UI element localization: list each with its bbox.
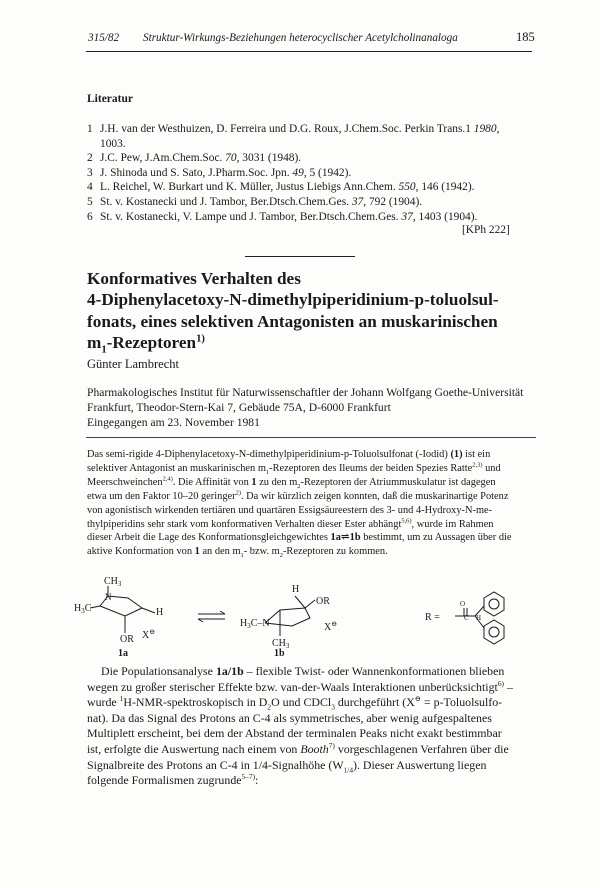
abstract-line: thylpiperidins sehr stark vom konformativen Verhalten dieser Ester abhängt$^{5,6)}$, wurde im Rahmen: [87, 517, 494, 530]
reference-text: J.H. van der Westhuizen, D. Ferreira und D.G. Roux, J.Chem.Soc. Perkin Trans.1 1980, 1003.: [100, 123, 500, 150]
counterion-x-1b: X⊖: [324, 620, 338, 633]
reference-text: J. Shinoda und S. Sato, J.Pharm.Soc. Jpn. 49, 5 (1942).: [100, 166, 352, 179]
title-line: 4-Diphenylacetoxy-N-dimethylpiperidinium-p-toluolsul-: [87, 290, 499, 310]
methine-h: H: [476, 614, 482, 622]
or-label-1b: OR: [316, 596, 330, 607]
body-line: Die Populationsanalyse 1a/1b – flexible Twist- oder Wannenkonformationen blieben: [101, 664, 505, 678]
structure-1b: [265, 596, 315, 636]
body-line: wegen zu großer sterischer Effekte bzw. van-der-Waals Interaktionen unberücksichtigt$^{6)}$ –: [87, 678, 513, 694]
body-line: Signalbreite des Protons an C-4 in 1/4-Signalhöhe $(W_{1/4})$. Dieser Auswertung liegen: [87, 757, 487, 774]
reference-number: 5: [87, 195, 93, 208]
abstract-rule: [86, 437, 536, 438]
abstract-line: Meerschweinchen$^{2,4)}$. Die Affinität von 1 zu den $m_2$-Rezeptoren der Atriummuskulatur ist dagegen: [87, 475, 496, 490]
reference-item: [87, 210, 535, 225]
label-1a: 1a: [118, 648, 128, 659]
abstract-line: etwa um den Faktor 10–20 geringer$^{2)}$. Da wir kürzlich zeigen konnten, daß die muskarinartige Potenz: [87, 489, 509, 502]
h3c-n-label: $H_3C-N$: [240, 618, 270, 630]
article-separator: [245, 256, 355, 257]
received-date: Eingegangen am 23. November 1981: [87, 415, 260, 429]
affiliation-line: Frankfurt, Theodor-Stern-Kai 7, Gebäude 75A, D-6000 Frankfurt: [87, 400, 391, 414]
body-line: nat). Da das Signal des Protons an C-4 als symmetrisches, aber wenig aufgespaltenes: [87, 710, 492, 725]
title-line: fonats, eines selektiven Antagonisten an muskarinischen: [87, 311, 498, 331]
author-name: Günter Lambrecht: [87, 357, 179, 371]
abstract-line: aktive Konformation von 1 an den $m_1-$ bzw. $m_2$-Rezeptoren zu kommen.: [87, 546, 388, 560]
body-line: folgende Formalismen zugrunde$^{5-7)}$:: [87, 772, 259, 788]
reference-text: J.C. Pew, J.Am.Chem.Soc. 70, 3031 (1948).: [100, 152, 302, 165]
h-label: H: [156, 607, 164, 618]
body-paragraph: [87, 664, 538, 789]
or-label: OR: [120, 634, 134, 645]
reference-text: St. v. Kostanecki, V. Lampe und J. Tambor, Ber.Dtsch.Chem.Ges. 37, 1403 (1904).: [100, 210, 478, 223]
running-header-page-id: 315/82: [88, 32, 120, 44]
body-line: wurde $^1$H-NMR-spektroskopisch in $D_2O$ und CDCl$_3$ durchgeführt (X⊖ = p-Toluolsulfo-: [87, 694, 503, 712]
abstract-line: dieser Arbeit die Lage des Konformationsgleichgewichtes 1a⇌1b bestimmt, um zu Aussagen über die: [87, 532, 512, 544]
title-line: Konformatives Verhalten des: [87, 269, 301, 288]
title-line: $m_1-Rezeptoren^{1)}$: [87, 332, 205, 356]
reference-item: [87, 180, 535, 195]
affiliation: [87, 386, 539, 431]
reference-item: [87, 151, 535, 166]
reference-number: 3: [87, 166, 93, 179]
abstract-line: von agonistisch wirkenden tertiären und quartären Essigsäureestern des 3- und 4-Hydroxy-N-me-: [87, 504, 493, 516]
abstract-line: selektiver Antagonist an muskarinischen $m_1$-Rezeptoren des Ileums der beiden Spezies Ratte$^{2,3)}$ und: [87, 461, 501, 476]
reference-number: 4: [87, 181, 93, 194]
page-number: 185: [516, 30, 535, 44]
body-line: ist, erfolgte die Auswertung nach einem von Booth$^{7)}$ vorgeschlagenen Verfahren über die: [87, 741, 509, 756]
reference-text: L. Reichel, W. Burkart und K. Müller, Justus Liebigs Ann.Chem. 550, 146 (1942).: [100, 181, 475, 194]
article-code: [KPh 222]: [462, 224, 510, 236]
ch3-label: $CH_3$: [104, 576, 122, 588]
literature-heading: Literatur: [87, 93, 133, 105]
structure-1a: [90, 586, 155, 633]
carbonyl-o: O: [460, 600, 466, 608]
running-header-title: Struktur-Wirkungs-Beziehungen heterocyclischer Acetylcholinanaloga: [143, 32, 458, 44]
h3c-label: $H_3C$: [74, 603, 92, 615]
reference-item: [87, 122, 535, 151]
reference-text: St. v. Kostanecki und J. Tambor, Ber.Dtsch.Chem.Ges. 37, 792 (1904).: [100, 195, 423, 208]
n-label: N: [105, 592, 112, 602]
equilibrium-arrows: [198, 611, 225, 622]
reference-list: [87, 122, 535, 224]
h-label-1b: H: [292, 584, 300, 595]
r-definition: R =: [425, 612, 440, 623]
abstract: [87, 448, 537, 559]
reference-number: 2: [87, 152, 93, 165]
reference-item: [87, 166, 535, 181]
conformational-equilibrium-scheme: [74, 576, 540, 659]
label-1b: 1b: [274, 648, 285, 659]
body-line: Multiplett erscheint, bei dem der Abstand der terminalen Peaks nicht exakt bestimmbar: [87, 726, 502, 741]
article-title: [87, 268, 537, 356]
reference-number: 1: [87, 123, 93, 135]
counterion-x: X⊖: [142, 628, 156, 641]
reference-item: [87, 195, 535, 210]
header-rule: [86, 51, 532, 52]
abstract-line: Das semi-rigide 4-Diphenylacetoxy-N-dimethylpiperidinium-p-Toluolsulfonat (-Iodid) (1) ist ein: [87, 449, 491, 460]
carbonyl-c: C: [464, 614, 469, 622]
affiliation-line: Pharmakologisches Institut für Naturwissenschaftler der Johann Wolfgang Goethe-Universität: [87, 386, 524, 399]
ch3-label-1b: $CH_3$: [272, 638, 290, 650]
reference-number: 6: [87, 210, 93, 223]
